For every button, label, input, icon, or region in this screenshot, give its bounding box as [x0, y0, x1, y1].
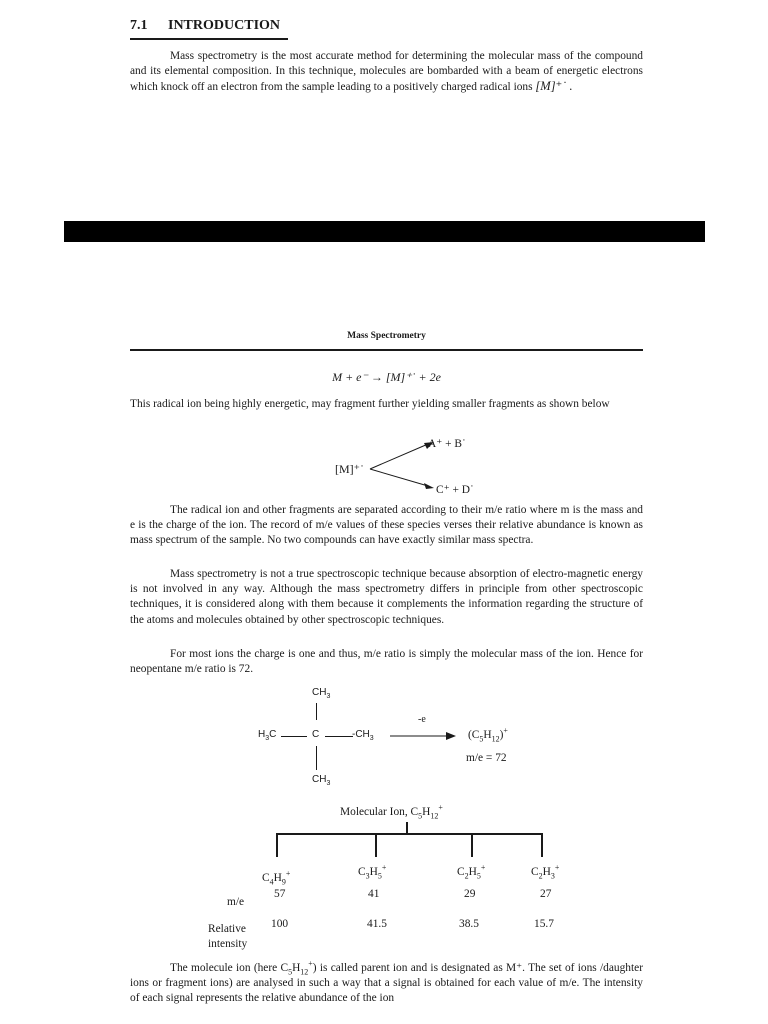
closing-text-before: The molecule ion (here C — [170, 962, 289, 974]
ion-mz-2: 41 — [368, 888, 380, 900]
ion-formula-1: $C_4H_9^+$ — [262, 869, 291, 887]
intro-radical-symbol: [M]⁺˙ . — [535, 79, 573, 94]
section-heading — [130, 18, 280, 34]
neopentane-bottom-ch3: $CH_3$ — [312, 774, 331, 787]
neopentane-product: $(C_5H_{12})^+$ — [468, 726, 508, 744]
neopentane-left-h3c: $H_3C$ — [258, 729, 277, 742]
closing-text-after: ) is called parent ion and is designated as M⁺. The set of ions /daughter ions or fragment ions) are analysed in such a way that a signal is obtained for each value of m/e. The intensity of each signal represents the relative abundance of the ion — [130, 962, 643, 1005]
ion-mz-1: 57 — [274, 888, 286, 900]
ion-mz-4: 27 — [540, 888, 552, 900]
ion-mz-3: 29 — [464, 888, 476, 900]
closing-paragraph: The molecule ion (here $C_5H_{12}^+$) is called parent ion and is designated as M⁺. The set of ions /daughter ions or fragment ions) are analysed in such a way that a signal is obtained for each value of m/e. The intensity of each signal represents the relative abundance of the ion — [130, 959, 643, 1005]
ion-intensity-2: 41.5 — [367, 918, 387, 930]
intro-text: Mass spectrometry is the most accurate method for determining the molecular mass of the compound and its elemental composition. In this technique, molecules are bombarded with a beam of energetic electrons which knock off an electron from the sample leading to a positively charged radical ions — [130, 50, 643, 94]
ion-formula-3: $C_2H_5^+$ — [457, 863, 486, 881]
tree-leg-1 — [276, 833, 278, 857]
molecular-ion-title: Molecular Ion, $C_5H_{12}^+$ — [340, 803, 443, 821]
paragraph-separation: The radical ion and other fragments are separated according to their m/e ratio where m is the mass and e is the charge of the ion. The record of m/e values of these species verses their relative abundance is known as mass spectrum of the sample. No two compounds can have exactly similar mass spectra. — [130, 504, 643, 547]
bond-bottom — [316, 746, 317, 770]
tree-leg-2 — [375, 833, 377, 857]
section-title: INTRODUCTION — [168, 18, 281, 33]
ion-intensity-1: 100 — [271, 918, 289, 930]
row-label-intensity — [208, 922, 247, 952]
running-head: Mass Spectrometry — [347, 331, 426, 341]
row-label-intensity-line1: Relative — [208, 923, 246, 935]
ion-intensity-4: 15.7 — [534, 918, 554, 930]
fragmentation-parent: [M]⁺˙ — [335, 462, 364, 476]
bond-left — [281, 736, 307, 737]
intro-paragraph — [130, 49, 643, 96]
heading-rule — [130, 38, 288, 40]
bond-top — [316, 703, 317, 720]
tree-leg-4 — [541, 833, 543, 857]
ion-formula-4: $C_2H_3^+$ — [531, 863, 560, 881]
ionization-equation: M + e⁻ → [M]⁺˙ + 2e — [332, 370, 441, 384]
fragmentation-bottom: C⁺ + D˙ — [436, 484, 474, 496]
fragmentation-top: A⁺ + B˙ — [428, 438, 466, 450]
neopentane-product-mz: m/e = 72 — [466, 752, 507, 764]
neopentane-right-ch3: $-CH_3$ — [352, 729, 374, 742]
black-band — [64, 221, 705, 242]
tree-bar — [276, 833, 542, 835]
neopentane-center-carbon: C — [312, 729, 320, 740]
running-head-rule — [130, 349, 643, 351]
section-number: 7.1 — [130, 18, 148, 33]
fragment-paragraph: This radical ion being highly energetic, may fragment further yielding smaller fragments as shown below — [130, 398, 610, 410]
ion-intensity-3: 38.5 — [459, 918, 479, 930]
paragraph-neopentane: For most ions the charge is one and thus, m/e ratio is simply the molecular mass of the ion. Hence for neopentane m/e ratio is 72. — [130, 648, 643, 676]
row-label-mz: m/e — [227, 896, 245, 908]
ionization-arrow — [390, 730, 456, 742]
paragraph-not-spectroscopic: Mass spectrometry is not a true spectroscopic technique because absorption of electro-magnetic energy is not involved in any way. Although the mass spectrometry differs in principle from other spectroscopic techniques, it is considered along with them because it complements the information regarding the structure of the atoms and molecules obtained by other spectroscopic techniques. — [130, 568, 643, 626]
ionization-arrow-label: -e — [418, 714, 426, 725]
bond-right — [325, 736, 353, 737]
neopentane-top-ch3: $CH_3$ — [312, 687, 331, 700]
tree-leg-3 — [471, 833, 473, 857]
row-label-intensity-line2: intensity — [208, 938, 248, 950]
ion-formula-2: $C_3H_5^+$ — [358, 863, 387, 881]
